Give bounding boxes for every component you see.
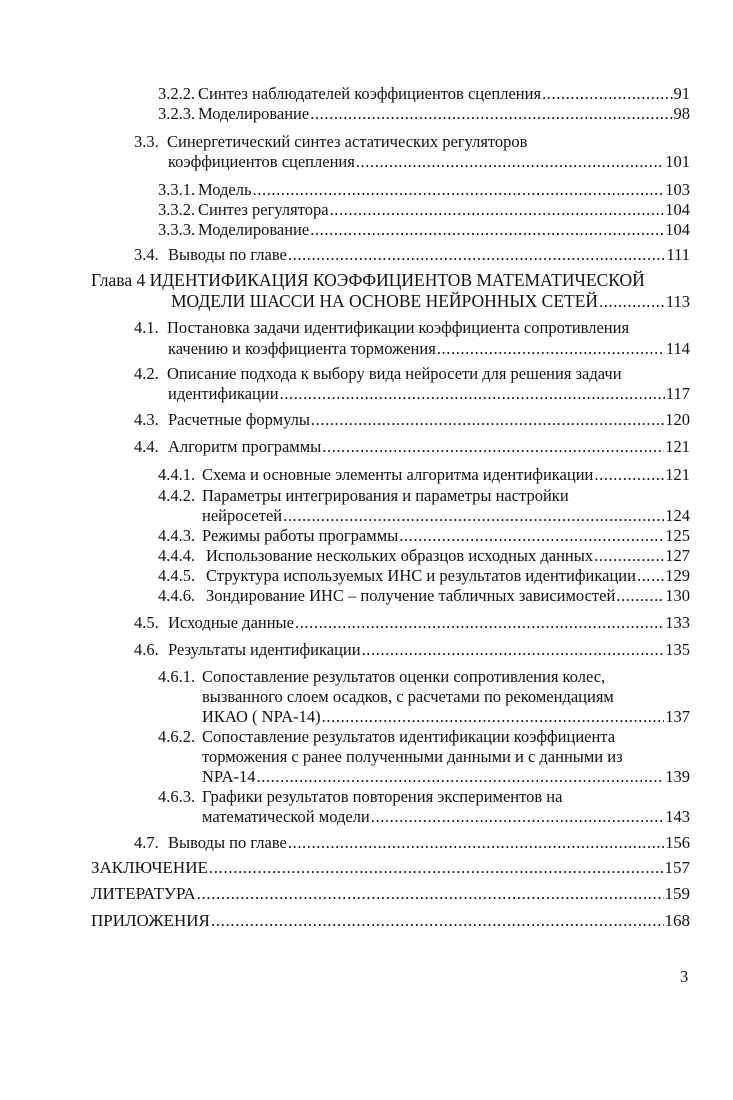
- toc-leader: [362, 640, 665, 660]
- toc-number: 4.2.: [134, 364, 159, 383]
- toc-number: 3.3.1.: [158, 180, 196, 199]
- toc-entry-4-6-2-line2[interactable]: [202, 747, 623, 767]
- toc-entry-4-7[interactable]: [134, 833, 690, 853]
- toc-title-line: Сопоставление результатов идентификации коэффициента: [202, 727, 616, 746]
- toc-page: 114: [665, 339, 690, 358]
- toc-title: коэффициентов сцепления: [168, 152, 355, 171]
- toc-entry-4-6-3-line1[interactable]: [158, 787, 562, 807]
- toc-title: Моделирование: [198, 104, 310, 123]
- toc-leader: [288, 245, 666, 265]
- toc-title: ЗАКЛЮЧЕНИЕ: [91, 858, 208, 877]
- toc-title: Использование нескольких образцов исходных данных: [206, 546, 594, 565]
- toc-title-line: вызванного слоем осадков, с расчетами по рекомендациям: [202, 687, 614, 706]
- toc-leader: [371, 807, 664, 827]
- toc-entry-4-6-2[interactable]: [202, 767, 690, 787]
- toc-title: качению и коэффициента торможения: [168, 339, 436, 358]
- toc-title: Выводы по главе: [168, 833, 287, 852]
- toc-number: 4.3.: [134, 410, 159, 429]
- toc-leader: [599, 292, 665, 312]
- toc-entry-4-2[interactable]: [168, 384, 690, 404]
- toc-number: 4.4.1.: [158, 465, 196, 484]
- page-number: 3: [680, 967, 689, 986]
- toc-title-line: Графики результатов повторения экспериментов на: [202, 787, 563, 806]
- toc-entry-4-6-1-line1[interactable]: [158, 667, 605, 687]
- toc-leader: [542, 84, 672, 104]
- toc-entry-4-4-6[interactable]: [158, 586, 690, 606]
- toc-leader: [322, 437, 664, 457]
- toc-leader: [311, 410, 664, 430]
- toc-page: 104: [665, 200, 690, 219]
- toc-title: Режимы работы программы: [202, 526, 399, 545]
- toc-entry-literature[interactable]: [91, 884, 690, 904]
- toc-title: Выводы по главе: [168, 245, 287, 264]
- toc-page: 168: [664, 911, 690, 930]
- toc-page: 121: [665, 465, 690, 484]
- toc-entry-4-2-line1[interactable]: [134, 364, 622, 384]
- toc-leader: [330, 200, 665, 220]
- toc-title: Схема и основные элементы алгоритма идентификации: [202, 465, 594, 484]
- toc-number: 3.2.2.: [158, 84, 196, 103]
- toc-title: Синтез наблюдателей коэффициентов сцепления: [198, 84, 542, 103]
- toc-leader: [310, 104, 672, 124]
- toc-title: Модель: [198, 180, 252, 199]
- toc-number: 4.4.5.: [158, 566, 196, 585]
- toc-page: 124: [665, 506, 690, 525]
- toc-leader: [310, 220, 664, 240]
- toc-number: 3.3.3.: [158, 220, 196, 239]
- toc-entry-4-4-4[interactable]: [158, 546, 690, 566]
- toc-entry-4-3[interactable]: [134, 410, 690, 430]
- toc-title: ЛИТЕРАТУРА: [91, 884, 196, 903]
- toc-number: 3.3.: [134, 132, 159, 151]
- toc-page: 125: [665, 526, 690, 545]
- toc-title: Алгоритм программы: [168, 437, 322, 456]
- toc-page: 130: [665, 586, 690, 605]
- toc-number: 4.6.: [134, 640, 159, 659]
- toc-entry-3-3-2[interactable]: [158, 200, 690, 220]
- toc-number: 4.7.: [134, 833, 159, 852]
- toc-title: идентификации: [168, 384, 279, 403]
- toc-entry-4-1[interactable]: [168, 339, 690, 359]
- toc-page: 120: [665, 410, 690, 429]
- toc-leader: [437, 339, 665, 359]
- toc-chapter-4[interactable]: [171, 291, 690, 312]
- toc-leader: [257, 767, 665, 787]
- toc-title-line: Синергетический синтез астатических регуляторов: [167, 132, 528, 151]
- toc-leader: [280, 384, 665, 404]
- toc-leader: [295, 613, 664, 633]
- toc-number: 4.4.4.: [158, 546, 196, 565]
- toc-number: 4.6.3.: [158, 787, 196, 806]
- toc-leader: [356, 152, 664, 172]
- toc-title: Исходные данные: [168, 613, 294, 632]
- toc-entry-4-6-2-line1[interactable]: [158, 727, 615, 747]
- toc-page: 135: [665, 640, 690, 659]
- toc-entry-conclusion[interactable]: [91, 858, 690, 878]
- toc-title: Результаты идентификации: [168, 640, 361, 659]
- toc-entry-4-6-1[interactable]: [202, 707, 690, 727]
- toc-title: Зондирование ИНС – получение табличных зависимостей: [206, 586, 616, 605]
- toc-entry-4-4-2-line1[interactable]: [158, 486, 569, 506]
- toc-chapter-4-line1[interactable]: [91, 270, 645, 290]
- toc-title: МОДЕЛИ ШАССИ НА ОСНОВЕ НЕЙРОННЫХ СЕТЕЙ: [171, 291, 599, 311]
- toc-page: 104: [665, 220, 690, 239]
- toc-title: Расчетные формулы: [168, 410, 310, 429]
- toc-number: 4.5.: [134, 613, 159, 632]
- toc-leader: [637, 566, 664, 586]
- toc-leader: [616, 586, 664, 606]
- toc-leader: [209, 858, 664, 878]
- toc-title-line: Постановка задачи идентификации коэффициента сопротивления: [167, 318, 630, 337]
- toc-title-line: торможения с ранее полученными данными и с данными из: [202, 747, 623, 766]
- toc-entry-4-1-line1[interactable]: [134, 318, 629, 338]
- toc-entry-appendices[interactable]: [91, 911, 690, 931]
- toc-leader: [288, 833, 664, 853]
- toc-entry-3-4[interactable]: [134, 245, 690, 265]
- toc-page: 117: [665, 384, 690, 403]
- toc-entry-4-4-2[interactable]: [202, 506, 690, 526]
- toc-title-line: ИДЕНТИФИКАЦИЯ КОЭФФИЦИЕНТОВ МАТЕМАТИЧЕСКОЙ: [149, 270, 645, 290]
- toc-title: NPA-14: [202, 767, 256, 786]
- toc-page: 103: [665, 180, 690, 199]
- toc-entry-3-3-line1[interactable]: [134, 132, 527, 152]
- toc-entry-3-2-3[interactable]: [158, 104, 690, 124]
- toc-page: 157: [664, 858, 690, 877]
- toc-page: 156: [665, 833, 690, 852]
- toc-number: 4.6.2.: [158, 727, 196, 746]
- toc-number: 4.4.2.: [158, 486, 196, 505]
- toc-leader: [197, 884, 664, 904]
- toc-entry-4-4[interactable]: [134, 437, 690, 457]
- toc-entry-3-2-2[interactable]: [158, 84, 690, 104]
- toc-page: 127: [665, 546, 690, 565]
- toc-leader: [253, 180, 665, 200]
- toc-entry-4-6[interactable]: [134, 640, 690, 660]
- toc-page: 98: [673, 104, 690, 123]
- toc-page: 91: [673, 84, 690, 103]
- toc-number: 4.1.: [134, 318, 159, 337]
- toc-page: 143: [665, 807, 690, 826]
- toc-page: 101: [665, 152, 690, 171]
- toc-page: 129: [665, 566, 690, 585]
- toc-entry-3-3-3[interactable]: [158, 220, 690, 240]
- toc-page: 139: [665, 767, 690, 786]
- toc-leader: [211, 911, 664, 931]
- toc-title-line: Сопоставление результатов оценки сопротивления колес,: [202, 667, 606, 686]
- toc-title: Синтез регулятора: [198, 200, 329, 219]
- toc-page: 137: [665, 707, 690, 726]
- toc-number: 4.4.3.: [158, 526, 196, 545]
- toc-page: 111: [666, 245, 690, 264]
- toc-number: 4.4.6.: [158, 586, 196, 605]
- toc-entry-4-6-3[interactable]: [202, 807, 690, 827]
- toc-title-line: Параметры интегрирования и параметры настройки: [202, 486, 569, 505]
- toc-number: Глава 4: [91, 270, 146, 290]
- toc-entry-3-3[interactable]: [168, 152, 690, 172]
- toc-leader: [594, 546, 664, 566]
- toc-entry-4-4-5[interactable]: [158, 566, 690, 586]
- toc-leader: [322, 707, 665, 727]
- toc-entry-3-3-1[interactable]: [158, 180, 690, 200]
- toc-page: 133: [665, 613, 690, 632]
- toc-page: 113: [665, 292, 690, 311]
- toc-leader: [399, 526, 664, 546]
- toc-entry-4-4-1[interactable]: [158, 465, 690, 485]
- toc-title: нейросетей: [202, 506, 283, 525]
- toc-entry-4-4-3[interactable]: [158, 526, 690, 546]
- toc-title: ПРИЛОЖЕНИЯ: [91, 911, 210, 930]
- toc-number: 4.4.: [134, 437, 159, 456]
- toc-entry-4-5[interactable]: [134, 613, 690, 633]
- toc-title: ИКАО ( NPA-14): [202, 707, 321, 726]
- toc-number: 3.2.3.: [158, 104, 196, 123]
- toc-page: 121: [665, 437, 690, 456]
- toc-number: 4.6.1.: [158, 667, 196, 686]
- toc-number: 3.3.2.: [158, 200, 196, 219]
- toc-entry-4-6-1-line2[interactable]: [202, 687, 614, 707]
- toc-leader: [594, 465, 664, 485]
- toc-leader: [283, 506, 664, 526]
- toc-title: Моделирование: [198, 220, 310, 239]
- toc-number: 3.4.: [134, 245, 159, 264]
- toc-title: математической модели: [202, 807, 370, 826]
- toc-page: 159: [664, 884, 690, 903]
- toc-title-line: Описание подхода к выбору вида нейросети для решения задачи: [167, 364, 622, 383]
- toc-title: Структура используемых ИНС и результатов идентификации: [206, 566, 636, 585]
